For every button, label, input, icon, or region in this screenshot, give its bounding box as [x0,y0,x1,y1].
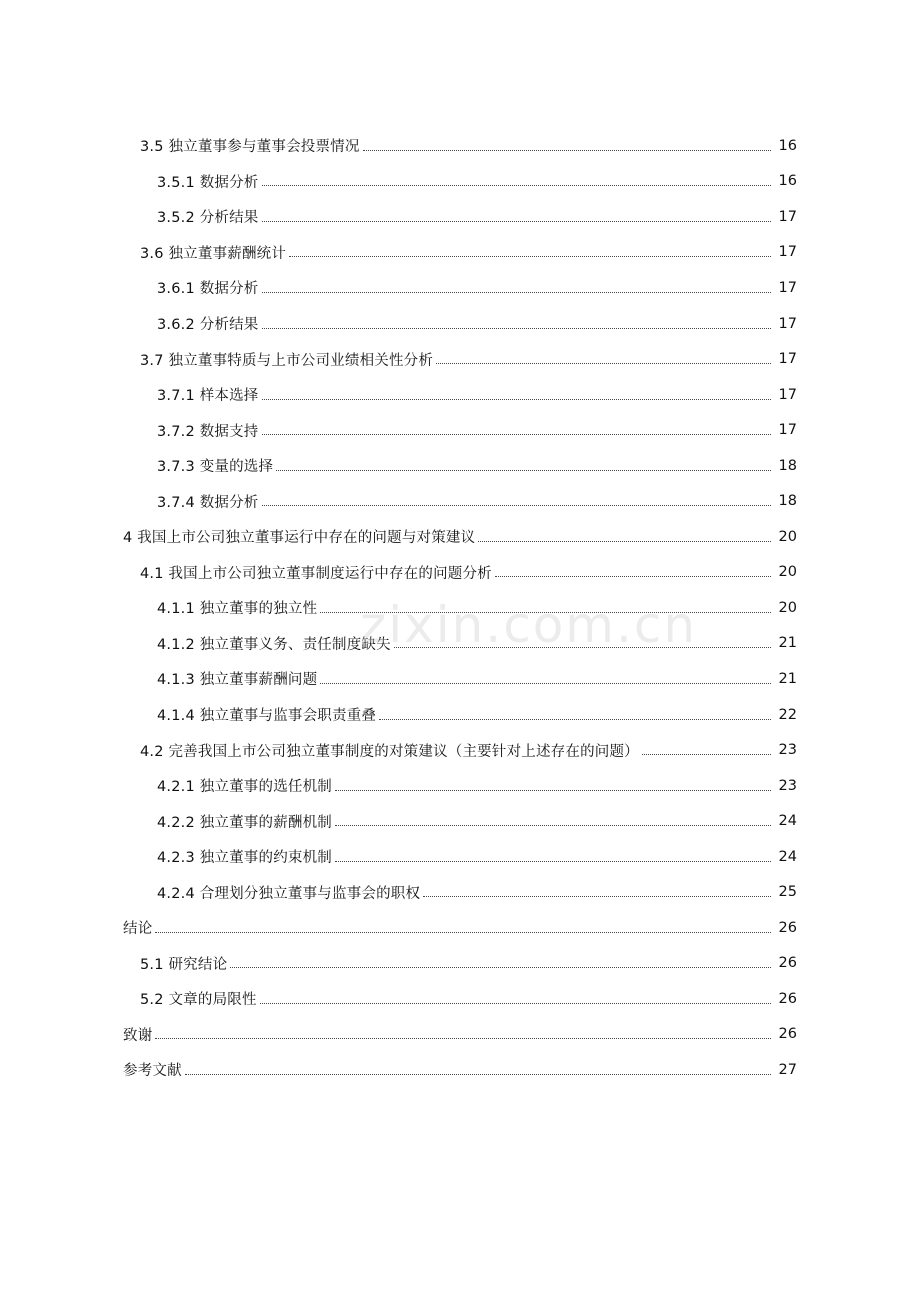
dot-leader [289,255,771,257]
toc-entry-page-number: 24 [771,813,797,829]
toc-entry-title: 3.6 独立董事薪酬统计 [140,242,289,263]
dot-leader [262,398,771,400]
toc-entry-title: 4.2 完善我国上市公司独立董事制度的对策建议（主要针对上述存在的问题） [140,740,642,761]
toc-entry[interactable] [0,164,920,200]
toc-entry-title: 3.7 独立董事特质与上市公司业绩相关性分析 [140,349,436,370]
toc-entry-title: 4.1.3 独立董事薪酬问题 [157,668,320,689]
toc-entry-title: 4.1.2 独立董事义务、责任制度缺失 [157,633,394,654]
dot-leader [478,540,771,542]
toc-entry-page-number: 24 [771,849,797,865]
toc-entry-page-number: 23 [771,742,797,758]
dot-leader [436,362,771,364]
toc-entry-page-number: 17 [771,351,797,367]
toc-entry-page-number: 22 [771,707,797,723]
toc-entry[interactable] [0,412,920,448]
dot-leader [495,575,771,577]
toc-entry[interactable] [0,590,920,626]
toc-entry-page-number: 20 [771,600,797,616]
toc-entry-page-number: 16 [771,138,797,154]
toc-entry-title: 参考文献 [123,1059,185,1080]
dot-leader [262,184,771,186]
toc-entry-title: 5.1 研究结论 [140,953,230,974]
toc-entry-page-number: 26 [771,1026,797,1042]
toc-entry-title: 4.2.3 独立董事的约束机制 [157,846,335,867]
watermark: zixin.com.cn [360,596,698,654]
table-of-contents [0,128,920,1088]
dot-leader [262,220,771,222]
dot-leader [335,789,771,791]
toc-entry[interactable] [0,661,920,697]
toc-entry[interactable] [0,519,920,555]
toc-entry-title: 致谢 [123,1024,155,1045]
toc-entry-page-number: 17 [771,422,797,438]
dot-leader [335,860,771,862]
toc-entry[interactable] [0,803,920,839]
dot-leader [363,149,771,151]
dot-leader [260,1002,771,1004]
toc-entry-page-number: 21 [771,671,797,687]
toc-entry[interactable] [0,306,920,342]
toc-entry-title: 4.1.4 独立董事与监事会职责重叠 [157,704,379,725]
dot-leader [320,611,771,613]
toc-entry-page-number: 17 [771,280,797,296]
dot-leader [262,433,771,435]
dot-leader [155,931,771,933]
dot-leader [230,966,771,968]
toc-entry-title: 3.7.1 样本选择 [157,384,262,405]
toc-entry-title: 3.5 独立董事参与董事会投票情况 [140,135,363,156]
dot-leader [642,753,771,755]
toc-entry[interactable] [0,732,920,768]
toc-entry[interactable] [0,1052,920,1088]
toc-entry-page-number: 17 [771,387,797,403]
toc-entry-page-number: 17 [771,316,797,332]
dot-leader [320,682,771,684]
toc-entry-title: 3.5.1 数据分析 [157,171,262,192]
toc-entry[interactable] [0,874,920,910]
toc-entry[interactable] [0,270,920,306]
toc-entry[interactable] [0,555,920,591]
toc-entry-title: 3.6.1 数据分析 [157,277,262,298]
toc-entry-title: 3.7.3 变量的选择 [157,455,276,476]
dot-leader [423,895,771,897]
toc-entry-title: 4.1.1 独立董事的独立性 [157,597,320,618]
toc-entry-page-number: 26 [771,955,797,971]
toc-entry-page-number: 17 [771,209,797,225]
toc-entry[interactable] [0,910,920,946]
toc-entry-page-number: 23 [771,778,797,794]
toc-entry-title: 3.7.4 数据分析 [157,491,262,512]
toc-entry-page-number: 21 [771,635,797,651]
dot-leader [335,824,771,826]
dot-leader [276,469,771,471]
toc-entry-title: 3.7.2 数据支持 [157,420,262,441]
dot-leader [155,1037,771,1039]
toc-entry[interactable] [0,483,920,519]
toc-entry[interactable] [0,128,920,164]
toc-entry-title: 3.5.2 分析结果 [157,206,262,227]
toc-entry[interactable] [0,697,920,733]
toc-entry-page-number: 20 [771,529,797,545]
toc-entry-title: 4 我国上市公司独立董事运行中存在的问题与对策建议 [123,526,478,547]
toc-entry[interactable] [0,768,920,804]
toc-entry-page-number: 20 [771,564,797,580]
toc-entry[interactable] [0,839,920,875]
toc-entry[interactable] [0,626,920,662]
toc-entry-page-number: 16 [771,173,797,189]
toc-entry-page-number: 27 [771,1062,797,1078]
dot-leader [379,718,771,720]
dot-leader [262,327,771,329]
toc-entry[interactable] [0,1017,920,1053]
toc-entry-page-number: 25 [771,884,797,900]
toc-entry[interactable] [0,981,920,1017]
toc-entry-title: 4.2.4 合理划分独立董事与监事会的职权 [157,882,423,903]
toc-entry-title: 4.1 我国上市公司独立董事制度运行中存在的问题分析 [140,562,495,583]
dot-leader [394,646,771,648]
toc-entry[interactable] [0,448,920,484]
toc-entry[interactable] [0,341,920,377]
toc-entry-title: 4.2.2 独立董事的薪酬机制 [157,811,335,832]
toc-entry-title: 结论 [123,917,155,938]
toc-entry-page-number: 26 [771,991,797,1007]
toc-entry[interactable] [0,377,920,413]
toc-entry[interactable] [0,946,920,982]
toc-entry[interactable] [0,199,920,235]
toc-entry-title: 3.6.2 分析结果 [157,313,262,334]
toc-entry-page-number: 18 [771,458,797,474]
toc-entry[interactable] [0,235,920,271]
toc-entry-page-number: 17 [771,244,797,260]
dot-leader [262,504,771,506]
toc-entry-page-number: 18 [771,493,797,509]
toc-entry-page-number: 26 [771,920,797,936]
toc-entry-title: 5.2 文章的局限性 [140,988,260,1009]
dot-leader [262,291,771,293]
toc-entry-title: 4.2.1 独立董事的选任机制 [157,775,335,796]
dot-leader [185,1073,771,1075]
